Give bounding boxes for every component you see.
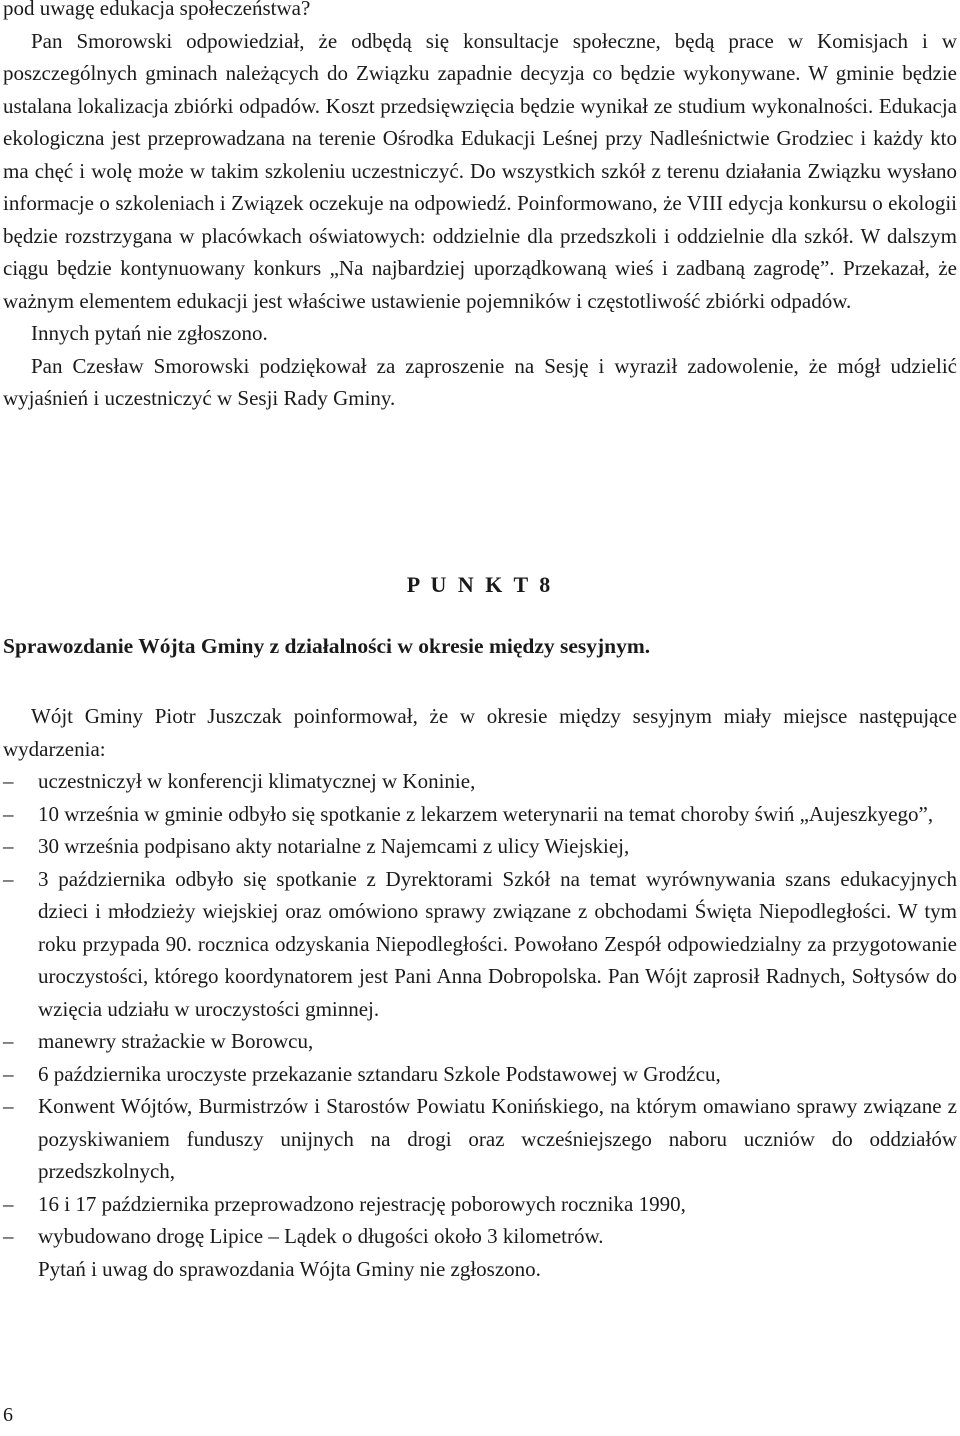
page-number: 6: [3, 1404, 13, 1426]
dash-marker: –: [3, 1029, 14, 1053]
list-item: [3, 1090, 957, 1188]
list-item-text: 6 października uroczyste przekazanie sztandaru Szkole Podstawowej w Grodźcu,: [38, 1061, 721, 1086]
events-list: [3, 765, 957, 1253]
list-item-text: 30 września podpisano akty notarialne z Najemcami z ulicy Wiejskiej,: [38, 834, 630, 858]
list-item-text: wybudowano drogę Lipice – Lądek o długości około 3 kilometrów.: [38, 1224, 604, 1248]
dash-marker: –: [3, 801, 14, 826]
list-item: [3, 830, 957, 863]
report-closing: Pytań i uwag do sprawozdania Wójta Gminy nie zgłoszono.: [38, 1256, 541, 1281]
list-item: [3, 1188, 957, 1221]
report-body: [3, 700, 957, 1285]
dash-marker: –: [3, 1224, 14, 1248]
section-subheading: Sprawozdanie Wójta Gminy z działalności w okresie między sesyjnym.: [3, 634, 651, 658]
list-item-text: Konwent Wójtów, Burmistrzów i Starostów Powiatu Konińskiego, na którym omawiano sprawy związane z pozyskiwaniem funduszy unijnych na drogi oraz wcześniejszego naboru uczniów do oddziałów przedszkolnych,: [38, 1094, 957, 1183]
top-text: [3, 0, 957, 415]
paragraph-no-questions: Innych pytań nie zgłoszono.: [31, 321, 268, 345]
paragraph-thanks: Pan Czesław Smorowski podziękował za zaproszenie na Sesję i wyraził zadowolenie, że mógł udzielić wyjaśnień i uczestniczyć w Sesji Rady Gminy.: [3, 353, 957, 410]
paragraph-continuation: pod uwagę edukacja społeczeństwa?: [3, 0, 311, 20]
list-item: [3, 1220, 957, 1253]
list-item: [3, 765, 957, 798]
list-item-text: uczestniczył w konferencji klimatycznej w Koninie,: [38, 769, 476, 793]
list-item: [3, 863, 957, 1026]
report-intro: Wójt Gminy Piotr Juszczak poinformował, że w okresie między sesyjnym miały miejsce następujące wydarzenia:: [3, 704, 957, 761]
dash-marker: –: [3, 1094, 14, 1118]
list-item-text: 10 września w gminie odbyło się spotkanie z lekarzem weterynarii na temat choroby świń „Aujeszkyego”,: [38, 801, 934, 826]
dash-marker: –: [3, 1191, 14, 1216]
paragraph-smorowski-answer: Pan Smorowski odpowiedział, że odbędą się konsultacje społeczne, będą prace w Komisjach i w poszczególnych gminach należących do Związku zapadnie decyzja co będzie wykonywane. W gminie będzie ustalana lokalizacja zbiórki odpadów. Koszt przedsięwzięcia będzie wynikał ze studium wykonalności. Edukacja ekologiczna jest przeprowadzana na terenie Ośrodka Edukacji Leśnej przy Nadleśnictwie Grodziec i każdy kto ma chęć i wolę może w takim szkoleniu uczestniczyć. Do wszystkich szkół z terenu działania Związku wysłano informacje o szkoleniach i Związek oczekuje na odpowiedź. Poinformowano, że VIII edycja konkursu o ekologii będzie rozstrzygana w placówkach oświatowych: oddzielnie dla przedszkoli i oddzielnie dla szkół. W dalszym ciągu będzie kontynuowany konkurs „Na najbardziej uporządkowaną wieś i zadbaną zagrodę”. Przekazał, że ważnym elementem edukacji jest właściwe ustawienie pojemników i częstotliwość zbiórki odpadów.: [3, 28, 957, 313]
dash-marker: –: [3, 1061, 14, 1086]
dash-marker: –: [3, 866, 14, 891]
dash-marker: –: [3, 834, 14, 858]
list-item: [3, 1058, 957, 1091]
list-item-text: 3 października odbyło się spotkanie z Dyrektorami Szkół na temat wyrównywania szans edukacyjnych dzieci i młodzieży wiejskiej oraz omówiono sprawy związane z obchodami Święta Niepodległości. W tym roku przypada 90. rocznica odzyskania Niepodległości. Powołano Zespół odpowiedzialny za przygotowanie uroczystości, którego koordynatorem jest Pani Anna Dobropolska. Pan Wójt zaprosił Radnych, Sołtysów do wzięcia udziału w uroczystości gminnej.: [38, 866, 957, 1021]
dash-marker: –: [3, 769, 14, 793]
section-heading: P U N K T 8: [406, 572, 554, 597]
list-item-text: manewry strażackie w Borowcu,: [38, 1029, 314, 1053]
list-item-text: 16 i 17 października przeprowadzono rejestrację poborowych rocznika 1990,: [38, 1191, 686, 1216]
list-item: [3, 1025, 957, 1058]
list-item: [3, 798, 957, 831]
